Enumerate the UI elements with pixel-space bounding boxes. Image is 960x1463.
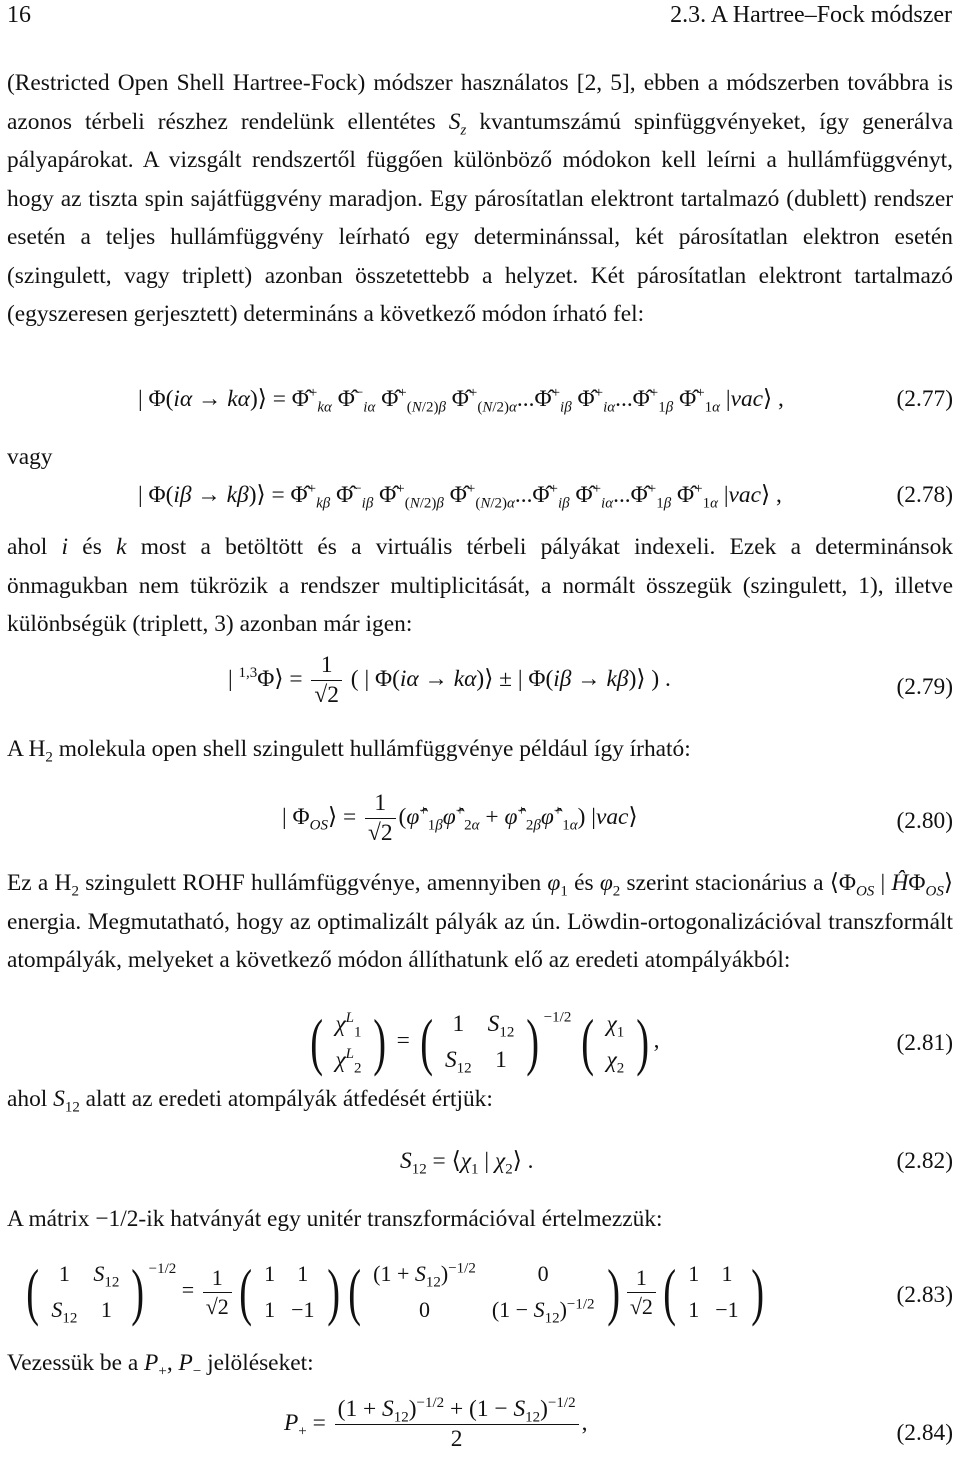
paragraph-3: A $H_2$ molekula open shell szingulett hullámfüggvénye például így írható: <box>7 736 691 766</box>
equation-number-2-78: (2.78) <box>896 482 953 508</box>
paragraph-6: A mátrix −1/2-ik hatványát egy unitér transzformációval értelmezzük: <box>7 1206 663 1232</box>
equation-2-82: $S_{12}$ = $⟨\chi_1$ | $\chi_2⟩$ . <box>400 1148 534 1178</box>
running-header: 2.3. A Hartree–Fock módszer <box>670 2 952 28</box>
equation-number-2-79: (2.79) <box>896 674 953 700</box>
equation-number-2-82: (2.82) <box>896 1148 953 1174</box>
equation-number-2-83: (2.83) <box>896 1282 953 1308</box>
equation-2-81: ( $\chi^L_1$ $\chi^L_2$ ) = ( 1 $S_{12}$ $S_{12}$ 1 ) $^{-1/2}$ ( $\chi_1$ $\chi_2$ ) , <box>310 1006 660 1077</box>
paragraph-4: Ez a $H_2$ szingulett ROHF hullámfüggvénye, amennyiben $\varphi_1$ és $\varphi_2$ szerint stacionárius a $⟨\Phi_{OS}$ | $Ĥ\Phi_{OS}⟩$ energia. Megmutatható, hogy az optimalizált pályák az ún. Löwdin-ortogonalizációval transzformált atompályák, melyeket a következő módon állíthatunk elő az eredeti atompályákból: <box>7 870 953 973</box>
equation-2-80: | $\Phi_{OS}⟩$ = $\frac{1}{√2}$ ($\varphî^+_{1\beta}\varphî^+_{2\alpha}$ + $\varphî^+_{2\beta}\varphî^+_{1\alpha}$) |vac⟩ <box>282 790 638 846</box>
equation-2-77: | Φ(iα → kα)⟩ = $\Phî^+_{k\alpha}$ $\Phî^-_{i\alpha}$ $\Phî^+_{(N/2)\beta}$ $\Phî^+_{(N/2)\alpha}...\Phî^+_{i\beta}$ $\Phî^+_{i\alpha}...\Phî^+_{1\beta}$ $\Phî^+_{1\alpha}$ |vac⟩ , <box>138 385 784 416</box>
equation-2-78: | Φ(iβ → kβ)⟩ = $\Phî^+_{k\beta}$ $\Phî^-_{i\beta}$ $\Phî^+_{(N/2)\beta}$ $\Phî^+_{(N/2)\alpha}...\Phî^+_{i\beta}$ $\Phî^+_{i\alpha}...\Phî^+_{1\beta}$ $\Phî^+_{1\alpha}$ |vac⟩ , <box>138 481 782 512</box>
equation-2-84: $P_+$ = $\frac{(1 + S_{12})^{-1/2} + (1 - S_{12})^{-1/2}}{2}$ , <box>284 1395 588 1452</box>
equation-2-79: | $^{1,3}$Φ⟩ = $\frac{1}{√2}$ ( | Φ(iα → kα)⟩ ± | Φ(iβ → kβ)⟩ ) . <box>228 652 671 708</box>
equation-number-2-80: (2.80) <box>896 808 953 834</box>
equation-2-83: ( 1 $S_{12}$ $S_{12}$ 1 ) $^{-1/2}$ = $\frac{1}{√2}$ ( 1 1 1 −1 ) ( $(1 + S_{12})^{-1/2}$ 0 0 $(1 - S_{12})^{-1/2}$ ) $\frac{1}{√2}$ ( 1 1 1 −1 ) <box>26 1256 764 1327</box>
paragraph-5: ahol $S_{12}$ alatt az eredeti atompályák átfedését értjük: <box>7 1086 493 1116</box>
paragraph-7: Vezessük be a $P_+$, $P_-$ jelöléseket: <box>7 1350 314 1380</box>
word-vagy: vagy <box>7 444 53 470</box>
page-number: 16 <box>7 2 31 28</box>
equation-number-2-81: (2.81) <box>896 1030 953 1056</box>
paragraph-1: (Restricted Open Shell Hartree-Fock) módszer használatos [2, 5], ebben a módszerben továbbra is azonos térbeli részhez rendelünk ellentétes $S_z$ kvantumszámú spinfüggvényeket, így generálva pályapárokat. A vizsgált rendszertől függően különböző módokon kell leírni a hullámfüggvényt, hogy az tiszta spin sajátfüggvény maradjon. Egy párosítatlan elektront tartalmazó (dublett) rendszer esetén a teljes hullámfüggvény leírható egy determinánssal, két párosítatlan elektron esetén (szingulett, vagy triplett) azonban összetettebb a helyzet. Két párosítatlan elektront tartalmazó (egyszeresen gerjesztett) determináns a következő módon írható fel: <box>7 70 953 327</box>
equation-number-2-77: (2.77) <box>896 386 953 412</box>
equation-number-2-84: (2.84) <box>896 1420 953 1446</box>
paragraph-2: ahol i és k most a betöltött és a virtuális térbeli pályákat indexeli. Ezek a determinánsok önmagukban nem tükrözik a rendszer multiplicitását, a normált összegük (szingulett, 1), illetve különbségük (triplett, 3) azonban már igen: <box>7 534 953 637</box>
